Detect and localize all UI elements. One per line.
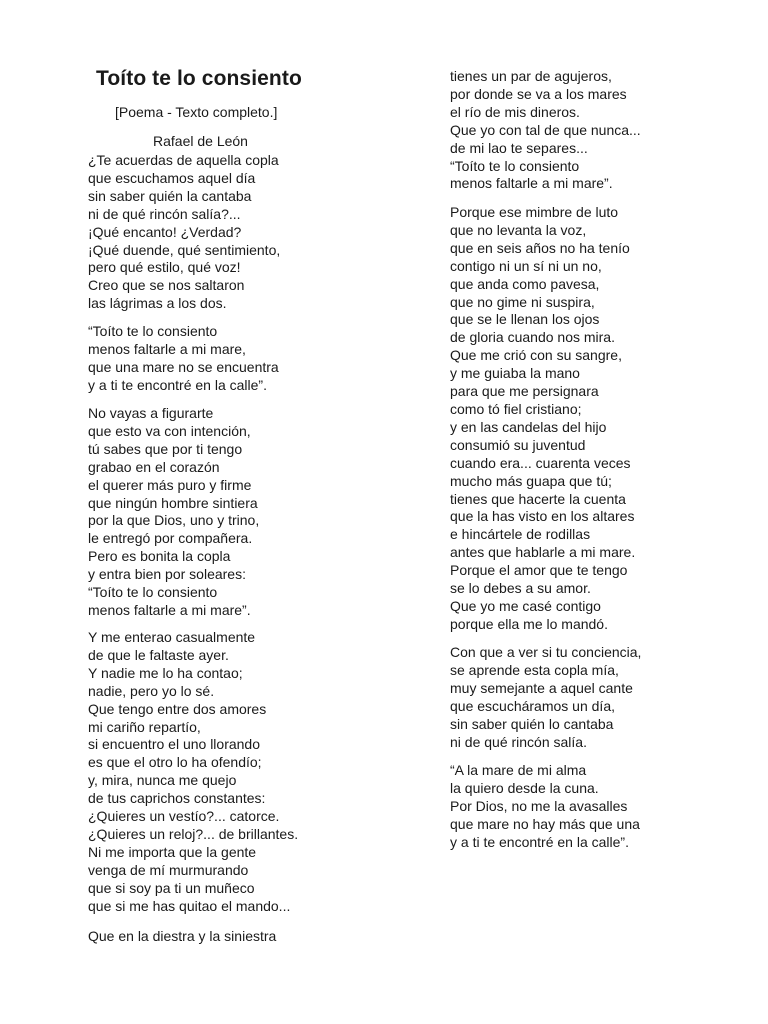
poem-line: y a ti te encontré en la calle”. bbox=[88, 376, 267, 393]
poem-line: la quiero desde la cuna. bbox=[450, 779, 599, 796]
poem-line: Con que a ver si tu conciencia, bbox=[450, 644, 642, 660]
poem-line: No vayas a figurarte bbox=[88, 405, 214, 421]
poem-line: de mi lao te separes... bbox=[450, 139, 588, 156]
poem-line: mi cariño repartío, bbox=[88, 718, 201, 735]
poem-line: de que le faltaste ayer. bbox=[88, 646, 229, 663]
poem-line: “Toíto te lo consiento bbox=[88, 584, 218, 601]
poem-line: y a ti te encontré en la calle”. bbox=[450, 833, 629, 850]
poem-line: que no gime ni suspira, bbox=[450, 293, 595, 310]
poem-line: el río de mis dineros. bbox=[450, 103, 580, 120]
poem-line: antes que hablarle a mi mare. bbox=[450, 544, 636, 561]
poem-line: Ni me importa que la gente bbox=[88, 843, 257, 860]
poem-line: de tus caprichos constantes: bbox=[88, 790, 266, 807]
poem-line: tienes un par de agujeros, bbox=[450, 68, 612, 84]
poem-line: y entra bien por soleares: bbox=[88, 566, 246, 583]
poem-line: Por Dios, no me la avasalles bbox=[450, 797, 628, 814]
poem-line: contigo ni un sí ni un no, bbox=[450, 257, 602, 274]
poem-line: Que yo con tal de que nunca... bbox=[450, 121, 641, 138]
poem-line: mucho más guapa que tú; bbox=[450, 472, 612, 489]
stanza bbox=[450, 644, 641, 751]
poem-author: Rafael de León bbox=[153, 133, 248, 149]
poem-line: muy semejante a aquel cante bbox=[450, 679, 633, 696]
poem-line: que en seis años no ha tenío bbox=[450, 239, 630, 256]
poem-line: porque ella me lo mandó. bbox=[450, 615, 608, 632]
poem-line: el querer más puro y firme bbox=[88, 476, 252, 493]
poem-line: Que en la diestra y la siniestra bbox=[88, 928, 277, 944]
poem-line: Porque el amor que te tengo bbox=[450, 562, 628, 579]
stanza bbox=[88, 928, 276, 946]
poem-line: grabao en el corazón bbox=[88, 458, 220, 475]
poem-title: Toíto te lo consiento bbox=[96, 67, 302, 90]
poem-line: ni de qué rincón salía. bbox=[450, 733, 587, 750]
poem-line: se aprende esta copla mía, bbox=[450, 661, 619, 678]
poem-line: venga de mí murmurando bbox=[88, 861, 249, 878]
poem-line: que la has visto en los altares bbox=[450, 508, 635, 525]
poem-line: ¿Te acuerdas de aquella copla bbox=[88, 152, 279, 168]
poem-line: ¿Quieres un vestío?... catorce. bbox=[88, 808, 280, 825]
poem-line: Que me crió con su sangre, bbox=[450, 347, 622, 364]
poem-line: que anda como pavesa, bbox=[450, 275, 600, 292]
poem-line: ni de qué rincón salía?... bbox=[88, 205, 241, 222]
poem-line: ¡Qué encanto! ¿Verdad? bbox=[88, 223, 242, 240]
poem-line: es que el otro lo ha ofendío; bbox=[88, 754, 262, 771]
poem-line: le entregó por compañera. bbox=[88, 530, 253, 547]
stanza bbox=[88, 405, 259, 620]
stanza bbox=[450, 204, 635, 634]
poem-line: cuando era... cuarenta veces bbox=[450, 454, 631, 471]
poem-line: pero qué estilo, qué voz! bbox=[88, 259, 241, 276]
poem-line: Pero es bonita la copla bbox=[88, 548, 231, 565]
poem-line: menos faltarle a mi mare”. bbox=[450, 175, 613, 192]
poem-line: y en las candelas del hijo bbox=[450, 418, 607, 435]
poem-line: que si me has quitao el mando... bbox=[88, 897, 291, 914]
poem-line: menos faltarle a mi mare”. bbox=[88, 601, 251, 618]
poem-line: que una mare no se encuentra bbox=[88, 358, 279, 375]
poem-line: e hincártele de rodillas bbox=[450, 526, 591, 543]
stanza bbox=[88, 629, 298, 916]
poem-line: que escuchamos aquel día bbox=[88, 169, 256, 186]
poem-line: nadie, pero yo lo sé. bbox=[88, 682, 215, 699]
poem-line: ¿Quieres un reloj?... de brillantes. bbox=[88, 825, 299, 842]
poem-line: que mare no hay más que una bbox=[450, 815, 640, 832]
poem-line: Que tengo entre dos amores bbox=[88, 700, 267, 717]
poem-line: Que yo me casé contigo bbox=[450, 597, 601, 614]
poem-line: ¡Qué duende, qué sentimiento, bbox=[88, 241, 281, 258]
poem-line: Y nadie me lo ha contao; bbox=[88, 664, 243, 681]
poem-line: tienes que hacerte la cuenta bbox=[450, 490, 626, 507]
poem-line: las lágrimas a los dos. bbox=[88, 295, 227, 312]
poem-line: Porque ese mimbre de luto bbox=[450, 204, 619, 220]
poem-line: por la que Dios, uno y trino, bbox=[88, 512, 260, 529]
poem-line: sin saber quién la cantaba bbox=[88, 187, 252, 204]
poem-line: y me guiaba la mano bbox=[450, 365, 580, 382]
poem-line: y, mira, nunca me quejo bbox=[88, 772, 237, 789]
poem-line: menos faltarle a mi mare, bbox=[88, 340, 246, 357]
poem-line: se lo debes a su amor. bbox=[450, 580, 591, 597]
poem-line: “Toíto te lo consiento bbox=[88, 323, 218, 339]
poem-line: que no levanta la voz, bbox=[450, 221, 587, 238]
poem-line: que escucháramos un día, bbox=[450, 697, 615, 714]
poem-line: Y me enterao casualmente bbox=[88, 629, 256, 645]
poem-line: “A la mare de mi alma bbox=[450, 762, 587, 778]
poem-line: como tó fiel cristiano; bbox=[450, 400, 582, 417]
poem-line: consumió su juventud bbox=[450, 436, 586, 453]
poem-line: para que me persignara bbox=[450, 383, 599, 400]
poem-line: de gloria cuando nos mira. bbox=[450, 329, 615, 346]
stanza bbox=[88, 323, 279, 395]
poem-line: “Toíto te lo consiento bbox=[450, 157, 580, 174]
poem-subtitle: [Poema - Texto completo.] bbox=[115, 104, 278, 120]
poem-line: si encuentro el uno llorando bbox=[88, 736, 261, 753]
poem-line: tú sabes que por ti tengo bbox=[88, 440, 243, 457]
stanza bbox=[450, 762, 640, 852]
poem-line: que si soy pa ti un muñeco bbox=[88, 879, 255, 896]
poem-line: Creo que se nos saltaron bbox=[88, 277, 245, 294]
stanza bbox=[88, 152, 280, 313]
poem-line: por donde se va a los mares bbox=[450, 85, 627, 102]
poem-line: sin saber quién lo cantaba bbox=[450, 715, 614, 732]
poem-line: que ningún hombre sintiera bbox=[88, 494, 258, 511]
stanza bbox=[450, 68, 641, 193]
poem-line: que se le llenan los ojos bbox=[450, 311, 600, 328]
poem-line: que esto va con intención, bbox=[88, 422, 251, 439]
